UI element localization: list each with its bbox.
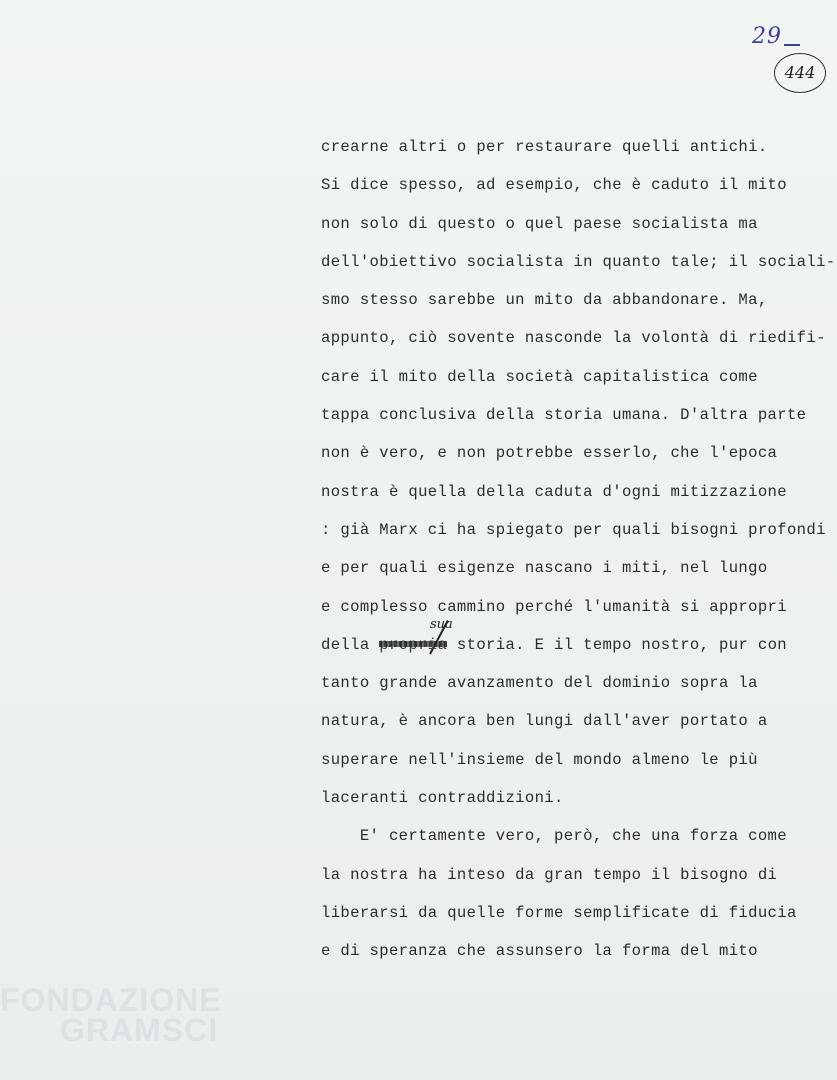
text-line: non solo di questo o quel paese socialista ma xyxy=(321,214,758,233)
struck-word xyxy=(379,626,447,664)
page-number-dash xyxy=(784,44,800,46)
line-segment: della xyxy=(321,635,380,654)
text-line: E' certamente vero, però, che una forza come xyxy=(321,827,787,846)
text-line: tappa conclusiva della storia umana. D'altra parte xyxy=(321,406,807,425)
text-line: e per quali esigenze nascano i miti, nel lungo xyxy=(321,559,768,578)
text-line: non è vero, e non potrebbe esserlo, che l'epoca xyxy=(321,444,778,463)
text-line: la nostra ha inteso da gran tempo il bisogno di xyxy=(321,865,778,884)
text-line: nostra è quella della caduta d'ogni mitizzazione xyxy=(321,482,787,501)
text-line: Si dice spesso, ad esempio, che è caduto il mito xyxy=(321,176,787,195)
watermark-line-1: FONDAZIONE xyxy=(0,982,222,1018)
text-line: crearne altri o per restaurare quelli antichi. xyxy=(321,138,768,156)
text-line: care il mito della società capitalistica come xyxy=(321,367,758,386)
text-line: natura, è ancora ben lungi dall'aver portato a xyxy=(321,712,768,731)
text-line: : già Marx ci ha spiegato per quali bisogni profondi xyxy=(321,520,826,539)
text-line: liberarsi da quelle forme semplificate di fiducia xyxy=(321,903,797,922)
text-line: smo stesso sarebbe un mito da abbandonare. Ma, xyxy=(321,291,768,310)
line-segment: storia. E il tempo nostro, pur con xyxy=(447,635,787,654)
text-line-with-correction xyxy=(321,626,821,664)
text-line: tanto grande avanzamento del dominio sopra la xyxy=(321,674,758,693)
archive-watermark xyxy=(0,982,222,1048)
page-number: 29 xyxy=(752,24,782,49)
text-line: e complesso cammino perché l'umanità si appropri xyxy=(321,597,787,616)
text-line: laceranti contraddizioni. xyxy=(321,789,564,808)
text-line: dell'obiettivo socialista in quanto tale; il sociali- xyxy=(321,252,836,271)
text-line: superare nell'insieme del mondo almeno le più xyxy=(321,750,758,769)
text-line: e di speranza che assunsero la forma del mito xyxy=(321,942,758,961)
archive-number-circled: 444 xyxy=(774,53,826,93)
text-line: appunto, ciò sovente nasconde la volontà di riedifi- xyxy=(321,329,826,348)
watermark-line-2: GRAMSCI xyxy=(60,1012,219,1048)
strike-through xyxy=(379,641,447,647)
handwritten-insertion: sua xyxy=(430,617,453,632)
typewritten-text xyxy=(321,128,836,971)
